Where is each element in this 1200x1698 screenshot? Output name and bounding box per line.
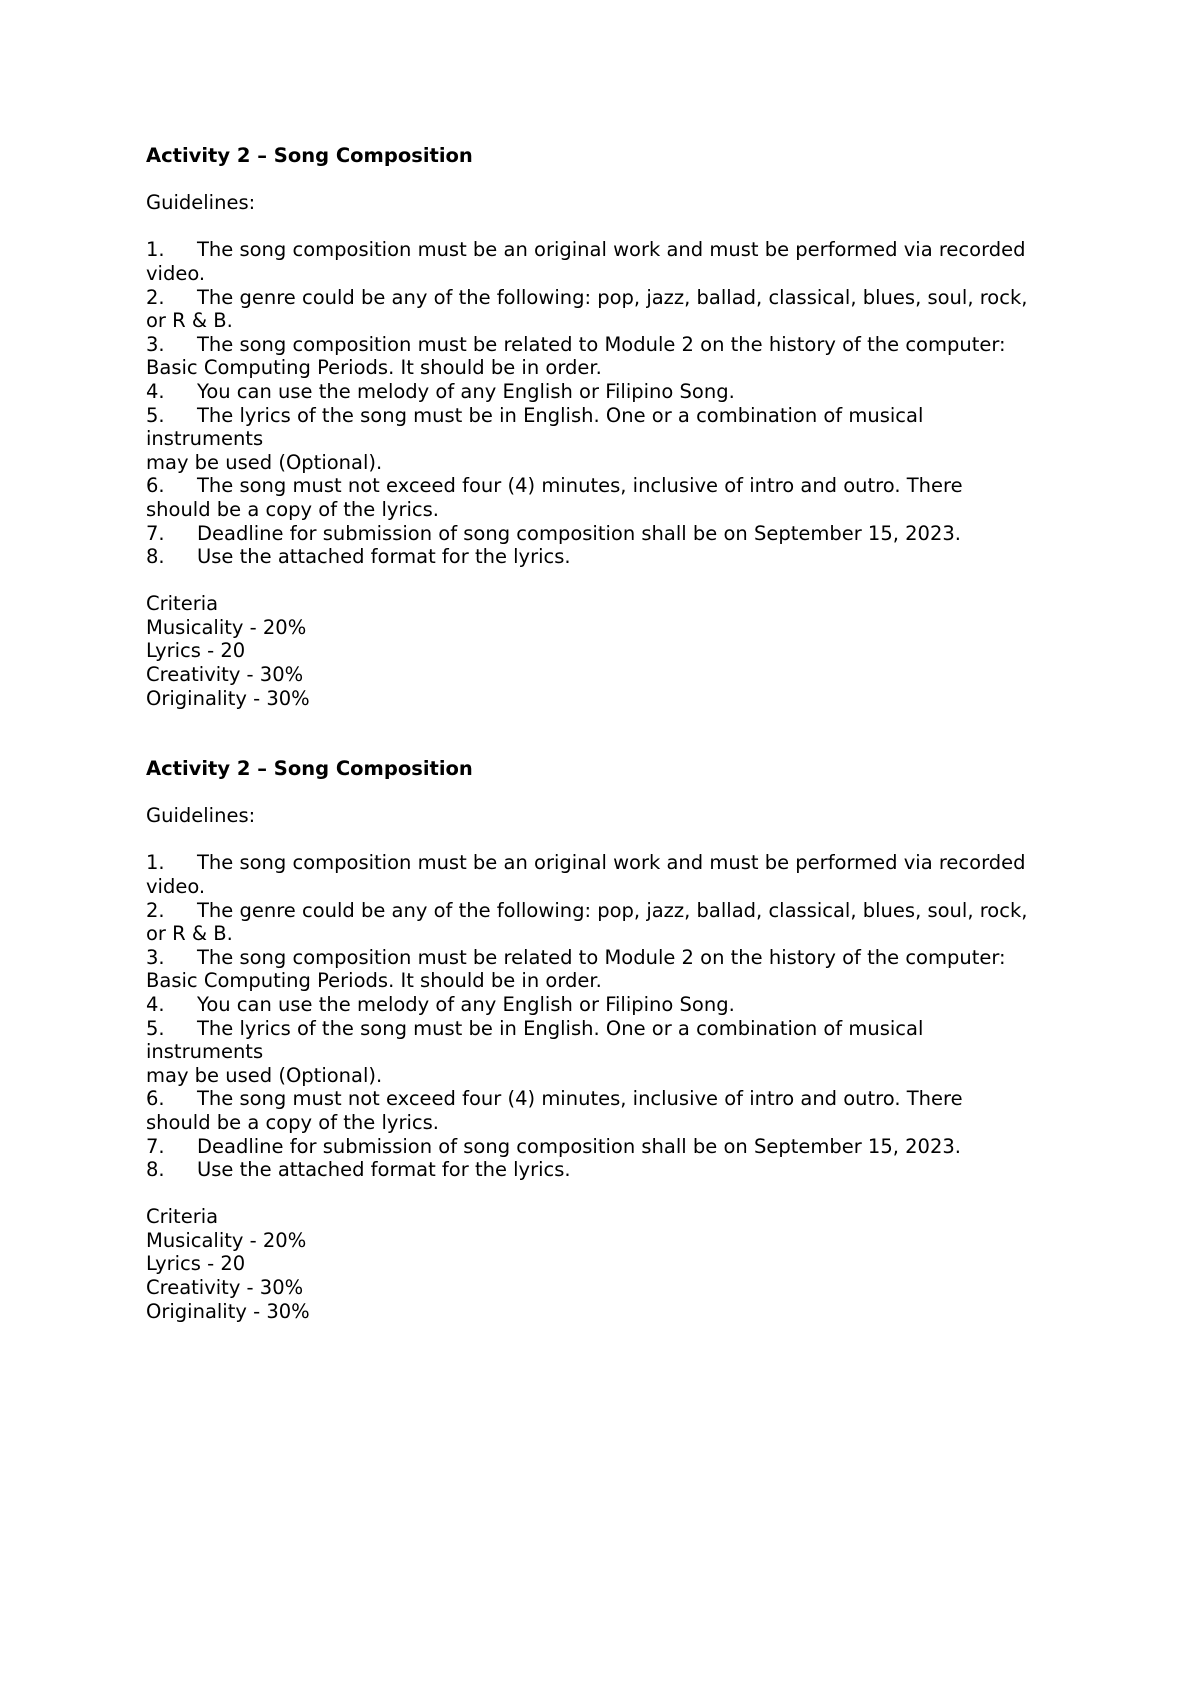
guideline-text: video.: [146, 261, 206, 285]
guideline-text: Use the attached format for the lyrics.: [197, 1158, 571, 1182]
guideline-text: should be a copy of the lyrics.: [146, 1110, 439, 1134]
guideline-text: The lyrics of the song must be in English. One or a combination of musical: [197, 403, 924, 427]
guideline-line: [146, 333, 1086, 357]
guidelines-list: [146, 238, 1086, 568]
guideline-line: [146, 262, 1086, 286]
guideline-line: [146, 427, 1086, 451]
guideline-line: [146, 1111, 1086, 1135]
guideline-number: 4.: [146, 379, 165, 403]
criteria-item: Musicality - 20%: [146, 1228, 307, 1252]
guidelines-heading: Guidelines:: [146, 804, 256, 828]
guideline-text: The song must not exceed four (4) minutes, inclusive of intro and outro. There: [197, 474, 963, 498]
criteria-item: Originality - 30%: [146, 686, 310, 710]
guideline-number: 8.: [146, 545, 165, 569]
guideline-line: [146, 522, 1086, 546]
guideline-line: [146, 969, 1086, 993]
guideline-text: instruments: [146, 1040, 264, 1064]
guideline-number: 2.: [146, 898, 165, 922]
criteria-item: Originality - 30%: [146, 1299, 310, 1323]
criteria-item: Lyrics - 20: [146, 1252, 246, 1276]
guideline-line: [146, 851, 1086, 875]
guideline-item: [146, 993, 1086, 1017]
guideline-number: 5.: [146, 1016, 165, 1040]
criteria-heading: Criteria: [146, 1205, 219, 1229]
guideline-text: The genre could be any of the following: pop, jazz, ballad, classical, blues, soul, rock,: [197, 898, 1028, 922]
guideline-text: Basic Computing Periods. It should be in order.: [146, 969, 602, 993]
criteria-item: Lyrics - 20: [146, 639, 246, 663]
section-title: Activity 2 – Song Composition: [146, 757, 473, 780]
guideline-text: The song composition must be related to Module 2 on the history of the computer:: [197, 945, 1006, 969]
guideline-text: should be a copy of the lyrics.: [146, 497, 439, 521]
guideline-item: [146, 851, 1086, 898]
guideline-text: instruments: [146, 427, 264, 451]
guideline-text: Deadline for submission of song composition shall be on September 15, 2023.: [197, 521, 961, 545]
section-title: Activity 2 – Song Composition: [146, 144, 473, 167]
guideline-item: [146, 1017, 1086, 1088]
guideline-line: [146, 309, 1086, 333]
guideline-number: 5.: [146, 403, 165, 427]
guideline-item: [146, 1135, 1086, 1159]
spacer: [146, 828, 1086, 852]
guideline-item: [146, 545, 1086, 569]
guideline-number: 6.: [146, 1087, 165, 1111]
guideline-number: 1.: [146, 851, 165, 875]
guideline-text: Basic Computing Periods. It should be in order.: [146, 356, 602, 380]
guidelines-list: [146, 851, 1086, 1181]
guidelines-heading: Guidelines:: [146, 191, 256, 215]
guideline-line: [146, 1135, 1086, 1159]
guideline-text: may be used (Optional).: [146, 450, 383, 474]
guideline-text: Use the attached format for the lyrics.: [197, 545, 571, 569]
guideline-text: The genre could be any of the following: pop, jazz, ballad, classical, blues, soul, rock,: [197, 285, 1028, 309]
spacer: [146, 168, 1086, 192]
guideline-item: [146, 946, 1086, 993]
guideline-line: [146, 1017, 1086, 1041]
spacer: [146, 569, 1086, 593]
spacer: [146, 1182, 1086, 1206]
guideline-number: 8.: [146, 1158, 165, 1182]
guideline-number: 1.: [146, 238, 165, 262]
guideline-line: [146, 380, 1086, 404]
guideline-number: 3.: [146, 332, 165, 356]
spacer: [146, 215, 1086, 239]
guideline-line: [146, 545, 1086, 569]
guideline-text: or R & B.: [146, 309, 233, 333]
guideline-line: [146, 286, 1086, 310]
guideline-line: [146, 474, 1086, 498]
guideline-text: The song must not exceed four (4) minutes, inclusive of intro and outro. There: [197, 1087, 963, 1111]
guideline-number: 7.: [146, 521, 165, 545]
guideline-line: [146, 1087, 1086, 1111]
activity-section: [146, 144, 1086, 710]
guideline-item: [146, 899, 1086, 946]
guideline-line: [146, 1040, 1086, 1064]
guideline-number: 6.: [146, 474, 165, 498]
guideline-number: 3.: [146, 945, 165, 969]
activity-section: [146, 757, 1086, 1323]
guideline-item: [146, 238, 1086, 285]
guideline-line: [146, 451, 1086, 475]
guideline-line: [146, 946, 1086, 970]
guideline-text: or R & B.: [146, 922, 233, 946]
guideline-line: [146, 238, 1086, 262]
guideline-line: [146, 1064, 1086, 1088]
guideline-line: [146, 922, 1086, 946]
guideline-text: Deadline for submission of song composition shall be on September 15, 2023.: [197, 1134, 961, 1158]
criteria-item: Creativity - 30%: [146, 1276, 304, 1300]
guideline-item: [146, 1158, 1086, 1182]
guideline-item: [146, 380, 1086, 404]
guideline-text: The song composition must be an original work and must be performed via recorded: [197, 851, 1026, 875]
guideline-line: [146, 1158, 1086, 1182]
guideline-number: 2.: [146, 285, 165, 309]
criteria-item: Musicality - 20%: [146, 615, 307, 639]
spacer: [146, 781, 1086, 805]
guideline-item: [146, 474, 1086, 521]
guideline-item: [146, 522, 1086, 546]
guideline-text: You can use the melody of any English or Filipino Song.: [197, 379, 735, 403]
guideline-text: may be used (Optional).: [146, 1063, 383, 1087]
guideline-item: [146, 333, 1086, 380]
guideline-text: The song composition must be related to Module 2 on the history of the computer:: [197, 332, 1006, 356]
guideline-number: 4.: [146, 992, 165, 1016]
guideline-line: [146, 899, 1086, 923]
guideline-line: [146, 993, 1086, 1017]
guideline-line: [146, 498, 1086, 522]
guideline-text: You can use the melody of any English or Filipino Song.: [197, 992, 735, 1016]
guideline-item: [146, 404, 1086, 475]
criteria-item: Creativity - 30%: [146, 663, 304, 687]
guideline-text: video.: [146, 874, 206, 898]
criteria-heading: Criteria: [146, 592, 219, 616]
guideline-text: The lyrics of the song must be in English. One or a combination of musical: [197, 1016, 924, 1040]
guideline-text: The song composition must be an original work and must be performed via recorded: [197, 238, 1026, 262]
guideline-item: [146, 1087, 1086, 1134]
guideline-line: [146, 356, 1086, 380]
guideline-item: [146, 286, 1086, 333]
guideline-line: [146, 404, 1086, 428]
guideline-number: 7.: [146, 1134, 165, 1158]
guideline-line: [146, 875, 1086, 899]
